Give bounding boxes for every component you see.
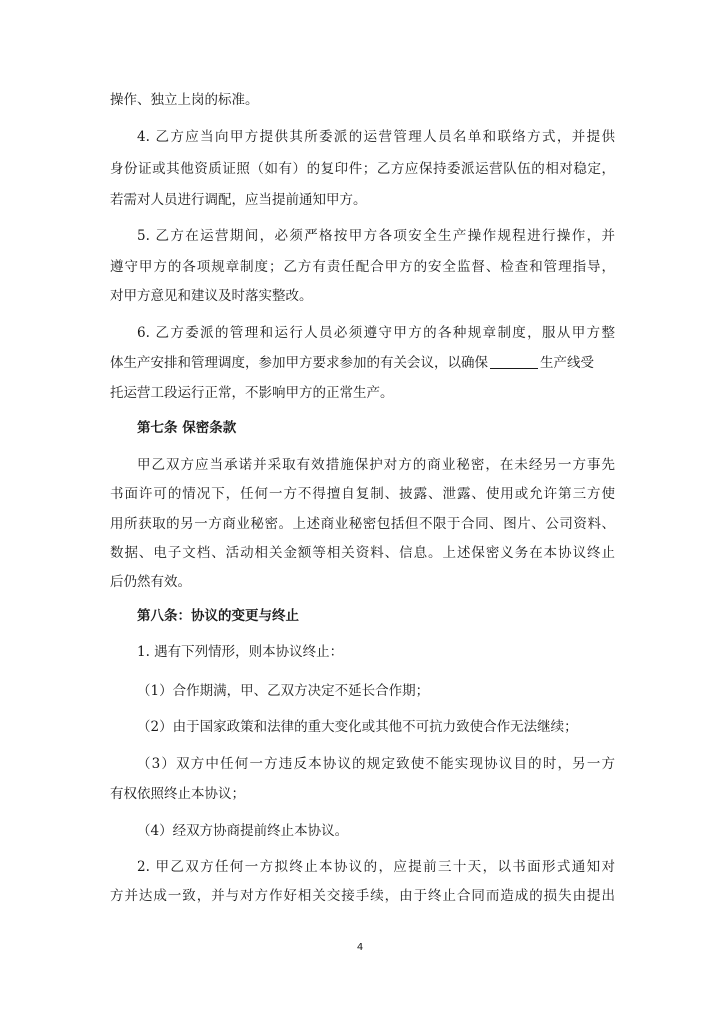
clause-6-line-2-start: 体生产安排和管理调度，参加甲方要求参加的有关会议，以确保 — [110, 355, 488, 371]
clause-6-line-3: 托运营工段运行正常，不影响甲方的正常生产。 — [110, 385, 394, 401]
page-number: 4 — [356, 942, 364, 953]
article-8-heading: 第八条：协议的变更与终止 — [137, 608, 299, 624]
clause-6-line-2 — [110, 353, 615, 373]
article-8-sub-3-line-2: 有权依照终止本协议； — [110, 786, 245, 802]
article-8-item-2-line-2: 方并达成一致，并与对方作好相关交接手续，由于终止合同而造成的损失由提出 — [110, 888, 615, 904]
clause-5-line-1: 5. 乙方在运营期间，必须严格按甲方各项安全生产操作规程进行操作，并 — [137, 228, 615, 244]
article-8-item-2-line-1: 2. 甲乙双方任何一方拟终止本协议的，应提前三十天，以书面形式通知对 — [137, 859, 615, 875]
text-line: 操作、独立上岗的标准。 — [110, 92, 259, 108]
clause-5-line-3: 对甲方意见和建议及时落实整改。 — [110, 288, 313, 304]
article-7-line-1: 甲乙双方应当承诺并采取有效措施保护对方的商业秘密，在未经另一方事先 — [137, 457, 615, 473]
clause-4-line-3: 若需对人员进行调配，应当提前通知甲方。 — [110, 192, 367, 208]
article-8-item-1: 1. 遇有下列情形，则本协议终止： — [137, 644, 344, 660]
article-8-sub-1: （1）合作期满，甲、乙双方决定不延长合作期； — [137, 683, 430, 699]
clause-4-line-1: 4. 乙方应当向甲方提供其所委派的运营管理人员名单和联络方式，并提供 — [137, 129, 615, 145]
article-7-line-5: 后仍然有效。 — [110, 574, 191, 590]
article-7-line-3: 用所获取的另一方商业秘密。上述商业秘密包括但不限于合同、图片、公司资料、 — [110, 516, 615, 532]
article-8-sub-2: （2）由于国家政策和法律的重大变化或其他不可抗力致使合作无法继续； — [137, 719, 578, 735]
article-8-sub-4: （4）经双方协商提前终止本协议。 — [137, 823, 349, 839]
article-7-line-2: 书面许可的情况下，任何一方不得擅自复制、披露、泄露、使用或允许第三方使 — [110, 486, 615, 502]
fill-in-blank — [490, 354, 538, 369]
article-7-heading: 第七条 保密条款 — [137, 420, 237, 436]
clause-4-line-2: 身份证或其他资质证照（如有）的复印件；乙方应保持委派运营队伍的相对稳定， — [110, 161, 615, 177]
clause-6-line-2-end: 生产线受 — [540, 355, 594, 371]
clause-6-line-1: 6. 乙方委派的管理和运行人员必须遵守甲方的各种规章制度，服从甲方整 — [137, 325, 615, 341]
article-7-line-4: 数据、电子文档、活动相关金额等相关资料、信息。上述保密义务在本协议终止 — [110, 545, 615, 561]
article-8-sub-3-line-1: （3）双方中任何一方违反本协议的规定致使不能实现协议目的时，另一方 — [137, 756, 615, 772]
clause-5-line-2: 遵守甲方的各项规章制度；乙方有责任配合甲方的安全监督、检查和管理指导， — [110, 259, 615, 275]
